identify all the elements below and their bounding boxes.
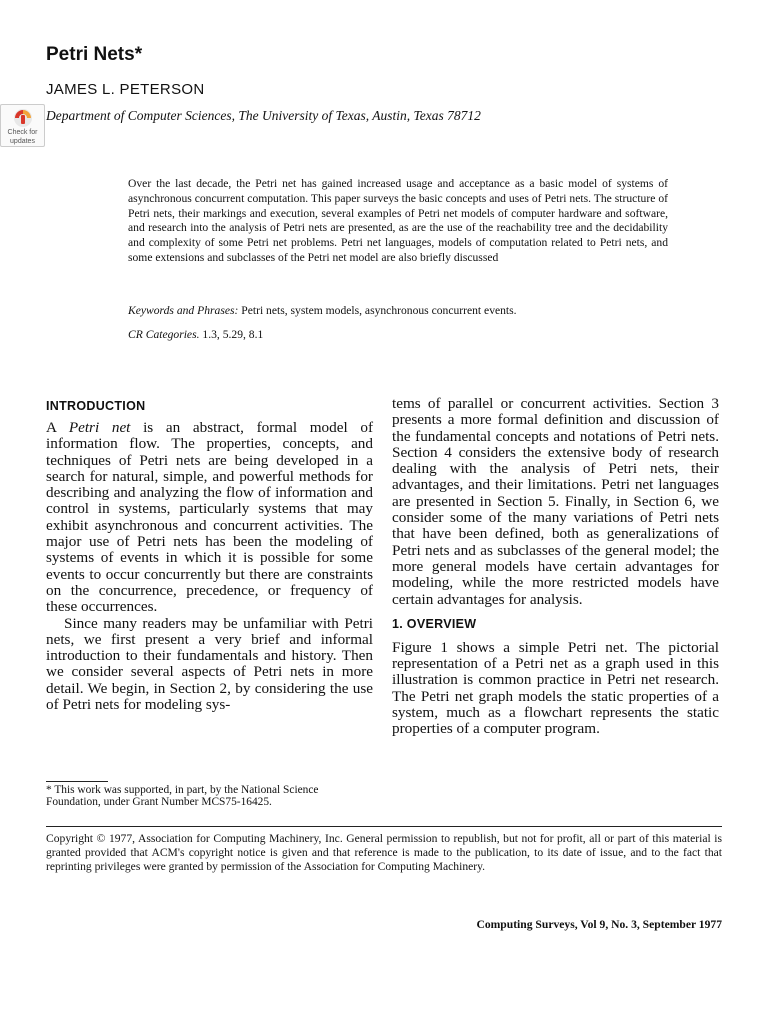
footnote-divider — [46, 781, 108, 782]
intro-p1-prefix: A — [46, 419, 57, 436]
right-paragraph-1: tems of parallel or concurrent activities. Section 3 presents a more formal definition and discussion of the fundamental concepts and notations of Petri nets. Section 4 considers the extensive body of research dealing with the analysis of Petri nets, their advantages, and their limitations. Petri net languages are presented in Section 5. Finally, in Section 6, we consider some of the many variations of Petri nets that have been defined, both as generalizations of Petri nets and as subclasses of the general model; the more general models have certain advantages for modeling, while the more restricted models have certain advantages for analysis. — [392, 395, 719, 608]
term-petri-net: Petri net — [68, 419, 131, 436]
keywords-value: Petri nets, system models, asynchronous concurrent events. — [241, 304, 517, 317]
journal-footer: Computing Surveys, Vol 9, No. 3, September 1977 — [476, 918, 722, 931]
check-for-updates-icon — [13, 108, 33, 128]
right-column — [392, 396, 719, 738]
copyright-divider — [46, 826, 722, 827]
keywords-label: Keywords and Phrases: — [128, 304, 239, 317]
abstract-text: Over the last decade, the Petri net has gained increased usage and acceptance as a basic model of systems of asynchronous concurrent computation. This paper surveys the basic concepts and uses of Petri nets. The structure of Petri nets, their markings and execution, several examples of Petri net models of computer hardware and software, and research into the analysis of Petri nets are presented, as are the use of the reachability tree and the decidability and complexity of some Petri net problems. Petri net languages, models of computation related to Petri nets, and some extensions and subclasses of the Petri net model are also briefly discussed — [128, 177, 668, 264]
copyright-notice: Copyright © 1977, Association for Computing Machinery, Inc. General permission to republish, but not for profit, all or part of this material is granted provided that ACM's copyright notice is given and that reference is made to the publication, to its date of issue, and to the fact that reprinting privileges were granted by permission of the Association for Computing Machinery. — [46, 832, 722, 873]
section-heading-overview: 1. OVERVIEW — [392, 616, 477, 631]
check-for-updates-badge[interactable] — [0, 104, 45, 147]
cr-value: 1.3, 5.29, 8.1 — [202, 328, 264, 341]
author-affiliation: Department of Computer Sciences, The University of Texas, Austin, Texas 78712 — [46, 108, 481, 123]
cr-categories-line — [128, 328, 263, 341]
footnote: * This work was supported, in part, by the National Science Foundation, under Grant Number MCS75-16425. — [46, 784, 319, 809]
intro-paragraph-1 — [46, 420, 373, 616]
intro-paragraph-2: Since many readers may be unfamiliar with Petri nets, we first present a very brief and informal introduction to their fundamentals and history. Then we consider several aspects of Petri nets in more detail. We begin, in Section 2, by considering the use of Petri nets for modeling sys- — [46, 614, 373, 714]
left-column — [46, 396, 373, 713]
badge-label-1: Check for — [7, 129, 38, 136]
author-name: JAMES L. PETERSON — [46, 81, 205, 98]
badge-label-2: updates — [10, 137, 35, 145]
overview-paragraph-1: Figure 1 shows a simple Petri net. The pictorial representation of a Petri net as a graph used in this illustration is common practice in Petri net research. The Petri net graph models the static properties of a system, much as a flowchart represents the static properties of a computer program. — [392, 638, 719, 738]
paper-title: Petri Nets* — [46, 44, 143, 65]
cr-label: CR Categories. — [128, 328, 200, 341]
section-heading-introduction: INTRODUCTION — [46, 399, 146, 413]
intro-p1-body: is an abstract, formal model of information flow. The properties, concepts, and techniques of Petri nets are being developed in a search for natural, simple, and powerful methods for describing and analyzing the flow of information and control in systems, particularly systems that may exhibit asynchronous and concurrent activities. The major use of Petri nets has been the modeling of systems of events in which it is possible for some events to occur concurrently but there are constraints on the concurrence, precedence, or frequency of these occurrences. — [46, 419, 373, 616]
keywords-line — [128, 304, 517, 317]
